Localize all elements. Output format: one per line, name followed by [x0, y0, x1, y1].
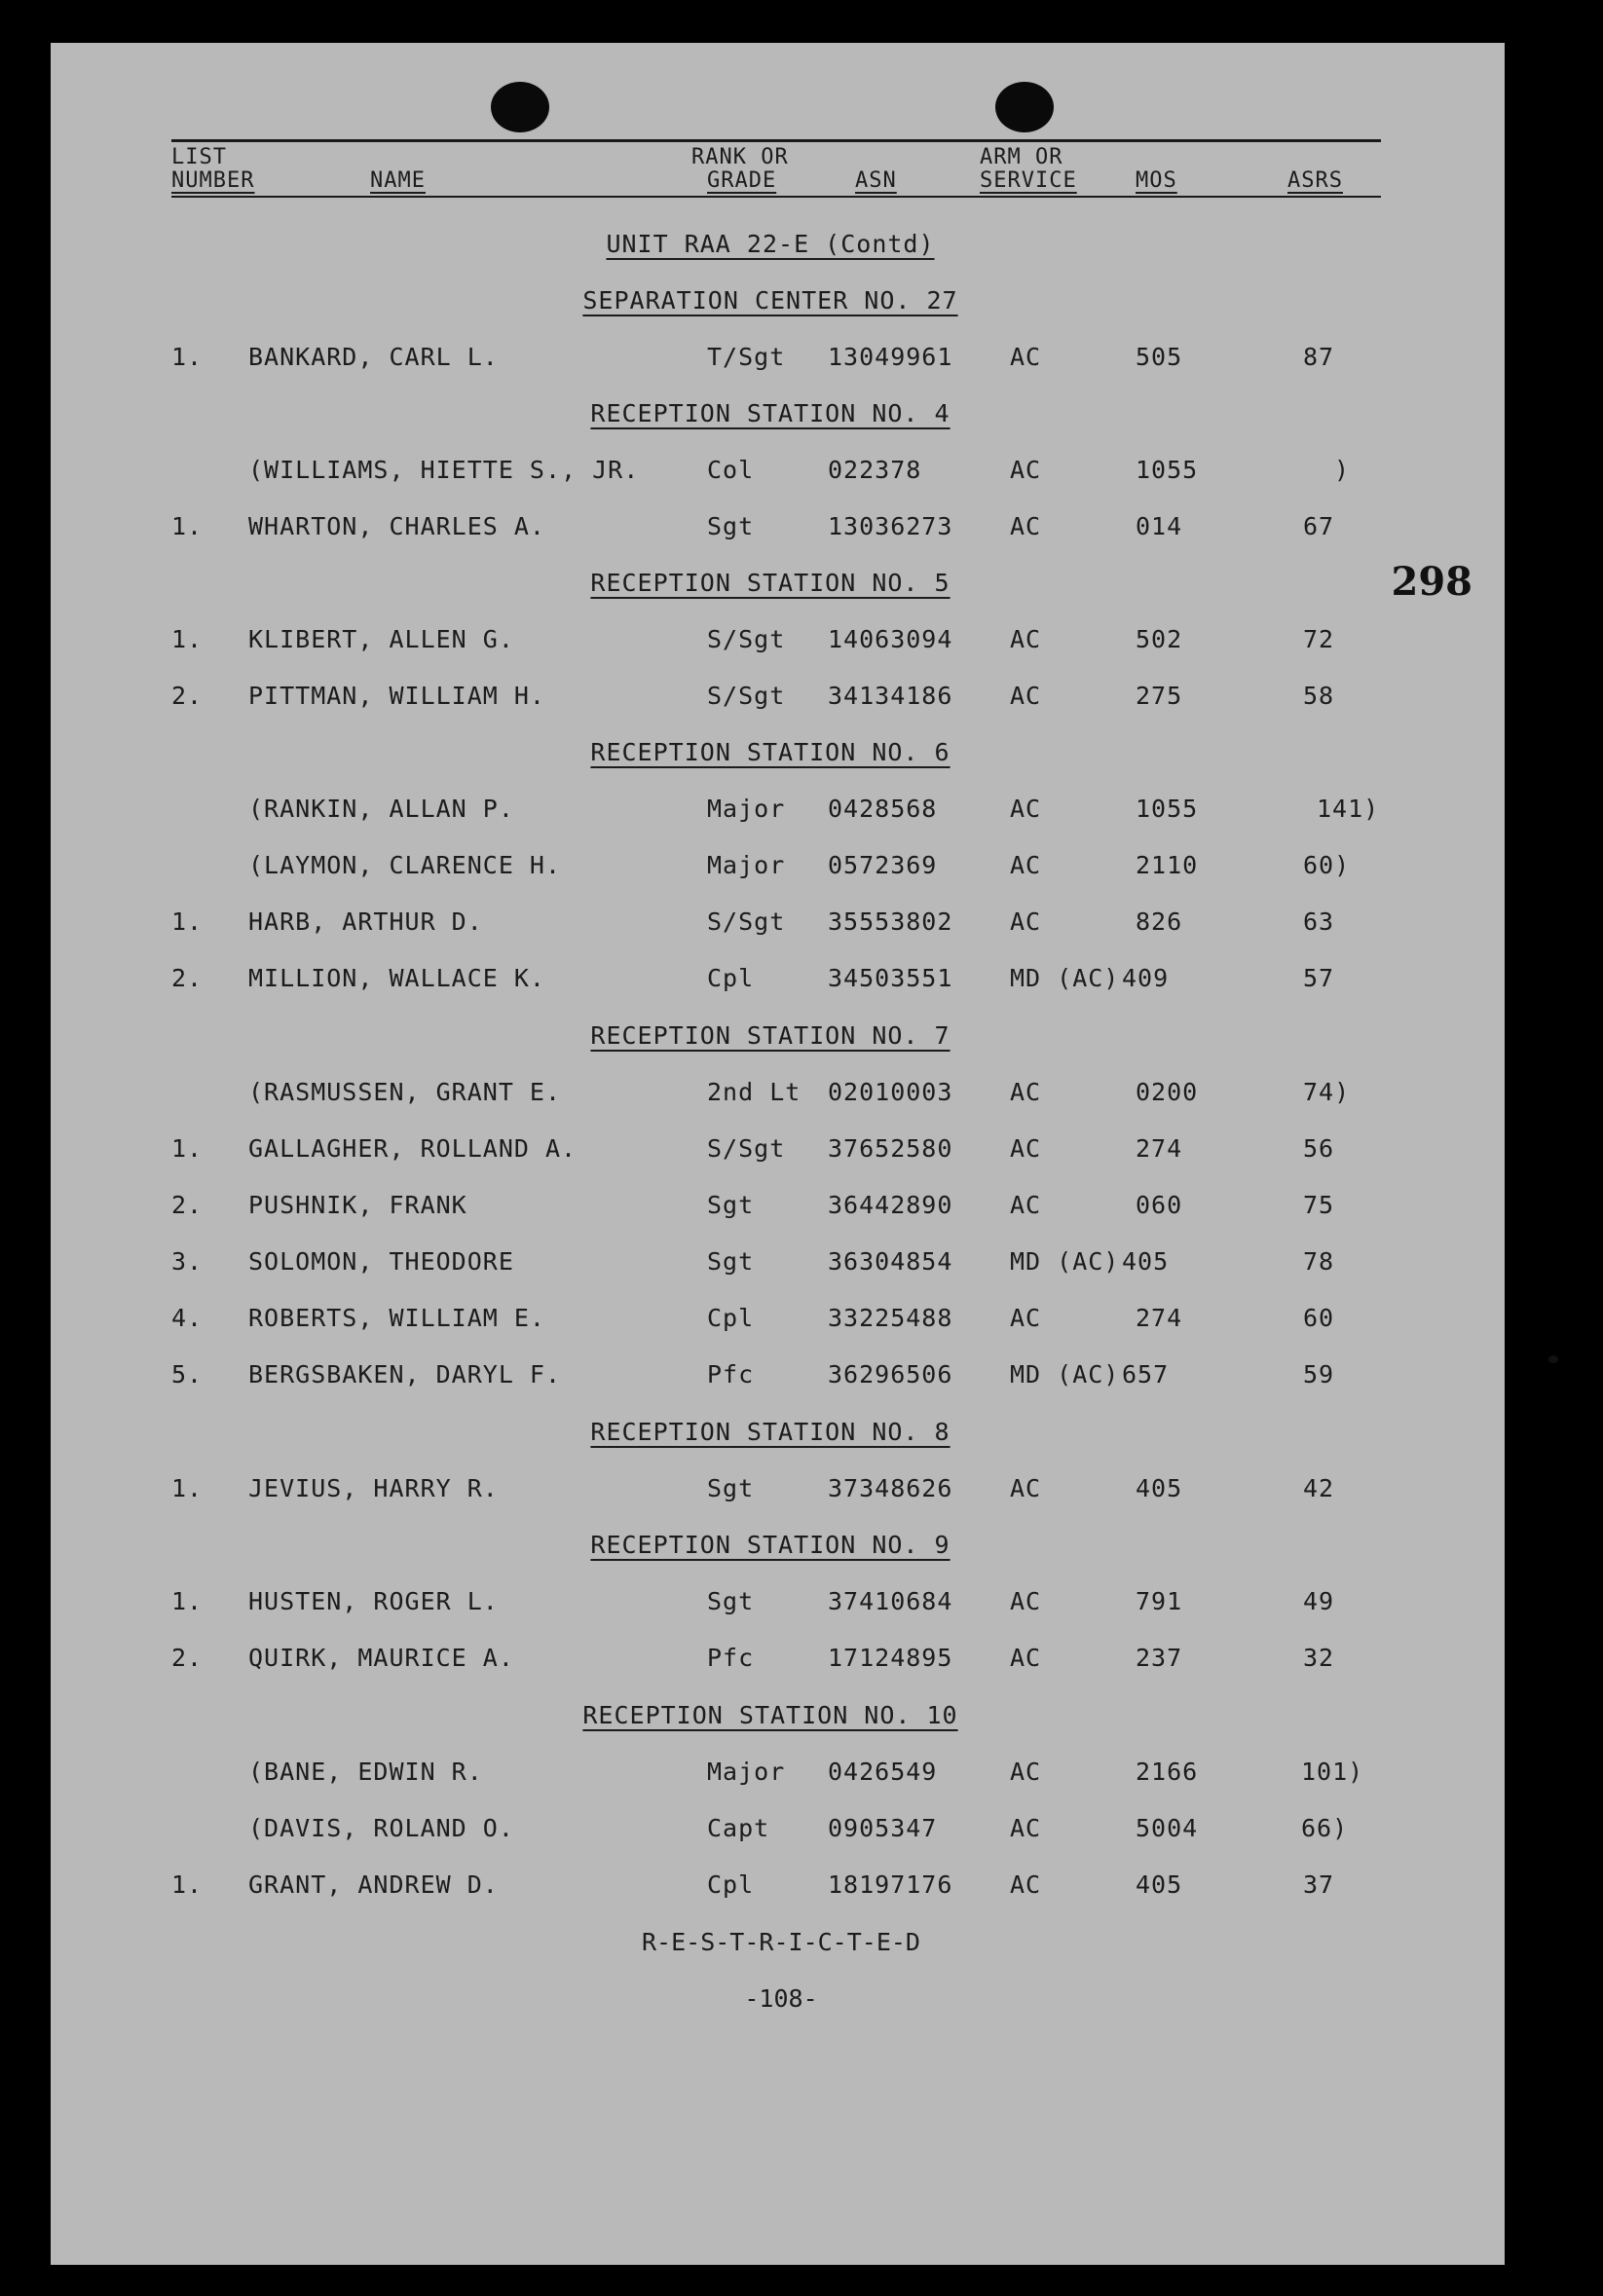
row-asn: 37348626 — [828, 1474, 953, 1502]
row-number: 1. — [171, 625, 204, 653]
punch-hole-left — [491, 82, 549, 132]
row-asrs: 101) — [1301, 1758, 1364, 1786]
row-mos: 0200 — [1136, 1078, 1199, 1106]
row-rank: Sgt — [707, 512, 755, 540]
row-rank: Major — [707, 795, 786, 823]
row-asn: 36304854 — [828, 1247, 953, 1276]
row-number: 4. — [171, 1304, 204, 1332]
row-mos: 2110 — [1136, 851, 1199, 879]
row-name: GRANT, ANDREW D. — [248, 1870, 499, 1899]
page-number: -108- — [744, 1984, 818, 2013]
row-asn: 13036273 — [828, 512, 953, 540]
row-asrs: 141) — [1317, 795, 1380, 823]
row-mos: 405 — [1136, 1474, 1183, 1502]
ink-speck — [1548, 1355, 1558, 1363]
row-service: AC — [1010, 1644, 1042, 1672]
row-asrs: 75 — [1303, 1191, 1335, 1219]
row-service: AC — [1010, 456, 1042, 484]
row-asn: 36296506 — [828, 1360, 953, 1389]
row-mos: 060 — [1136, 1191, 1183, 1219]
row-asn: 0426549 — [828, 1758, 938, 1786]
section-title: RECEPTION STATION NO. 4 — [590, 399, 951, 427]
row-number: 2. — [171, 1191, 204, 1219]
row-name: GALLAGHER, ROLLAND A. — [248, 1134, 578, 1163]
section-title: RECEPTION STATION NO. 5 — [590, 569, 951, 597]
row-asn: 36442890 — [828, 1191, 953, 1219]
row-service: AC — [1010, 1758, 1042, 1786]
row-asrs: 42 — [1303, 1474, 1335, 1502]
row-rank: Major — [707, 1758, 786, 1786]
row-service: AC — [1010, 625, 1042, 653]
row-mos: 791 — [1136, 1587, 1183, 1615]
section-title: RECEPTION STATION NO. 10 — [582, 1701, 958, 1729]
row-rank: Cpl — [707, 1870, 755, 1899]
row-name: PITTMAN, WILLIAM H. — [248, 682, 545, 710]
row-mos: 409 — [1122, 964, 1170, 992]
header-top-rule — [171, 139, 1381, 142]
row-name: MILLION, WALLACE K. — [248, 964, 545, 992]
row-mos: 657 — [1122, 1360, 1170, 1389]
row-rank: S/Sgt — [707, 1134, 786, 1163]
row-rank: Pfc — [707, 1644, 755, 1672]
row-mos: 014 — [1136, 512, 1183, 540]
row-name: SOLOMON, THEODORE — [248, 1247, 514, 1276]
row-asn: 14063094 — [828, 625, 953, 653]
row-asrs: 74) — [1303, 1078, 1351, 1106]
row-name: KLIBERT, ALLEN G. — [248, 625, 514, 653]
row-number: 2. — [171, 1644, 204, 1672]
row-number: 5. — [171, 1360, 204, 1389]
row-asn: 13049961 — [828, 343, 953, 371]
header-asn: ASN — [855, 168, 897, 193]
row-number: 1. — [171, 1474, 204, 1502]
row-service: AC — [1010, 1304, 1042, 1332]
row-mos: 2166 — [1136, 1758, 1199, 1786]
row-asrs: 60 — [1303, 1304, 1335, 1332]
row-name: HARB, ARTHUR D. — [248, 907, 483, 936]
punch-hole-right — [995, 82, 1054, 132]
row-asn: 37410684 — [828, 1587, 953, 1615]
row-rank: S/Sgt — [707, 907, 786, 936]
row-name: QUIRK, MAURICE A. — [248, 1644, 514, 1672]
row-asrs: 78 — [1303, 1247, 1335, 1276]
row-name: (WILLIAMS, HIETTE S., JR. — [248, 456, 640, 484]
row-name: BANKARD, CARL L. — [248, 343, 499, 371]
row-asrs: 60) — [1303, 851, 1351, 879]
row-number: 1. — [171, 343, 204, 371]
row-asn: 34134186 — [828, 682, 953, 710]
header-name: NAME — [370, 168, 426, 193]
row-asrs: 59 — [1303, 1360, 1335, 1389]
row-asrs: 87 — [1303, 343, 1335, 371]
row-asn: 37652580 — [828, 1134, 953, 1163]
row-asrs: 66) — [1301, 1814, 1349, 1842]
row-name: BERGSBAKEN, DARYL F. — [248, 1360, 562, 1389]
row-name: HUSTEN, ROGER L. — [248, 1587, 499, 1615]
header-mos: MOS — [1136, 168, 1177, 193]
row-name: (LAYMON, CLARENCE H. — [248, 851, 562, 879]
row-mos: 274 — [1136, 1304, 1183, 1332]
row-rank: Sgt — [707, 1247, 755, 1276]
row-mos: 505 — [1136, 343, 1183, 371]
row-number: 2. — [171, 964, 204, 992]
row-service: MD (AC) — [1010, 964, 1120, 992]
row-asn: 0905347 — [828, 1814, 938, 1842]
row-name: (BANE, EDWIN R. — [248, 1758, 483, 1786]
row-mos: 275 — [1136, 682, 1183, 710]
row-asn: 34503551 — [828, 964, 953, 992]
row-service: AC — [1010, 1474, 1042, 1502]
row-service: AC — [1010, 343, 1042, 371]
row-rank: T/Sgt — [707, 343, 786, 371]
section-title: RECEPTION STATION NO. 8 — [590, 1418, 951, 1446]
row-mos: 274 — [1136, 1134, 1183, 1163]
section-title: SEPARATION CENTER NO. 27 — [582, 286, 958, 315]
row-number: 1. — [171, 1134, 204, 1163]
row-rank: Sgt — [707, 1587, 755, 1615]
row-mos: 5004 — [1136, 1814, 1199, 1842]
row-mos: 405 — [1122, 1247, 1170, 1276]
row-asn: 17124895 — [828, 1644, 953, 1672]
row-asrs: ) — [1334, 456, 1351, 484]
row-service: AC — [1010, 1134, 1042, 1163]
row-mos: 405 — [1136, 1870, 1183, 1899]
row-number: 1. — [171, 1870, 204, 1899]
header-rank-grade: RANK OR GRADE — [691, 145, 789, 193]
row-rank: Sgt — [707, 1191, 755, 1219]
archive-stamp-number: 298 — [1391, 559, 1473, 605]
row-rank: Cpl — [707, 964, 755, 992]
row-name: ROBERTS, WILLIAM E. — [248, 1304, 545, 1332]
row-mos: 502 — [1136, 625, 1183, 653]
row-rank: S/Sgt — [707, 682, 786, 710]
row-name: (RASMUSSEN, GRANT E. — [248, 1078, 562, 1106]
header-bottom-rule — [171, 196, 1381, 198]
row-name: (DAVIS, ROLAND O. — [248, 1814, 514, 1842]
row-rank: 2nd Lt — [707, 1078, 802, 1106]
row-rank: Sgt — [707, 1474, 755, 1502]
header-list-number: LIST NUMBER — [171, 145, 255, 193]
row-mos: 237 — [1136, 1644, 1183, 1672]
row-mos: 1055 — [1136, 456, 1199, 484]
row-asrs: 57 — [1303, 964, 1335, 992]
row-service: MD (AC) — [1010, 1247, 1120, 1276]
row-service: AC — [1010, 1870, 1042, 1899]
row-service: AC — [1010, 851, 1042, 879]
row-service: AC — [1010, 907, 1042, 936]
row-service: AC — [1010, 682, 1042, 710]
row-number: 1. — [171, 907, 204, 936]
row-asrs: 58 — [1303, 682, 1335, 710]
row-asrs: 56 — [1303, 1134, 1335, 1163]
classification-footer: R-E-S-T-R-I-C-T-E-D — [642, 1928, 920, 1956]
row-asn: 33225488 — [828, 1304, 953, 1332]
section-title: RECEPTION STATION NO. 7 — [590, 1021, 951, 1050]
row-service: AC — [1010, 1587, 1042, 1615]
row-service: AC — [1010, 1078, 1042, 1106]
row-name: (RANKIN, ALLAN P. — [248, 795, 514, 823]
section-title: RECEPTION STATION NO. 6 — [590, 738, 951, 766]
row-rank: Major — [707, 851, 786, 879]
row-rank: S/Sgt — [707, 625, 786, 653]
row-rank: Cpl — [707, 1304, 755, 1332]
row-mos: 826 — [1136, 907, 1183, 936]
header-arm-service: ARM OR SERVICE — [980, 145, 1077, 193]
row-asrs: 32 — [1303, 1644, 1335, 1672]
row-name: JEVIUS, HARRY R. — [248, 1474, 499, 1502]
row-mos: 1055 — [1136, 795, 1199, 823]
row-asrs: 67 — [1303, 512, 1335, 540]
row-asn: 022378 — [828, 456, 922, 484]
row-asn: 18197176 — [828, 1870, 953, 1899]
row-service: MD (AC) — [1010, 1360, 1120, 1389]
row-asn: 02010003 — [828, 1078, 953, 1106]
row-rank: Capt — [707, 1814, 770, 1842]
row-rank: Pfc — [707, 1360, 755, 1389]
row-rank: Col — [707, 456, 755, 484]
row-asrs: 37 — [1303, 1870, 1335, 1899]
row-name: WHARTON, CHARLES A. — [248, 512, 545, 540]
row-asn: 0428568 — [828, 795, 938, 823]
section-title: RECEPTION STATION NO. 9 — [590, 1531, 951, 1559]
row-number: 1. — [171, 512, 204, 540]
row-service: AC — [1010, 1814, 1042, 1842]
unit-title: UNIT RAA 22-E (Contd) — [606, 230, 935, 258]
row-name: PUSHNIK, FRANK — [248, 1191, 467, 1219]
row-asn: 0572369 — [828, 851, 938, 879]
row-number: 1. — [171, 1587, 204, 1615]
row-service: AC — [1010, 795, 1042, 823]
row-asn: 35553802 — [828, 907, 953, 936]
row-asrs: 63 — [1303, 907, 1335, 936]
row-service: AC — [1010, 1191, 1042, 1219]
row-service: AC — [1010, 512, 1042, 540]
header-asrs: ASRS — [1287, 168, 1343, 193]
row-number: 2. — [171, 682, 204, 710]
row-asrs: 72 — [1303, 625, 1335, 653]
row-asrs: 49 — [1303, 1587, 1335, 1615]
row-number: 3. — [171, 1247, 204, 1276]
